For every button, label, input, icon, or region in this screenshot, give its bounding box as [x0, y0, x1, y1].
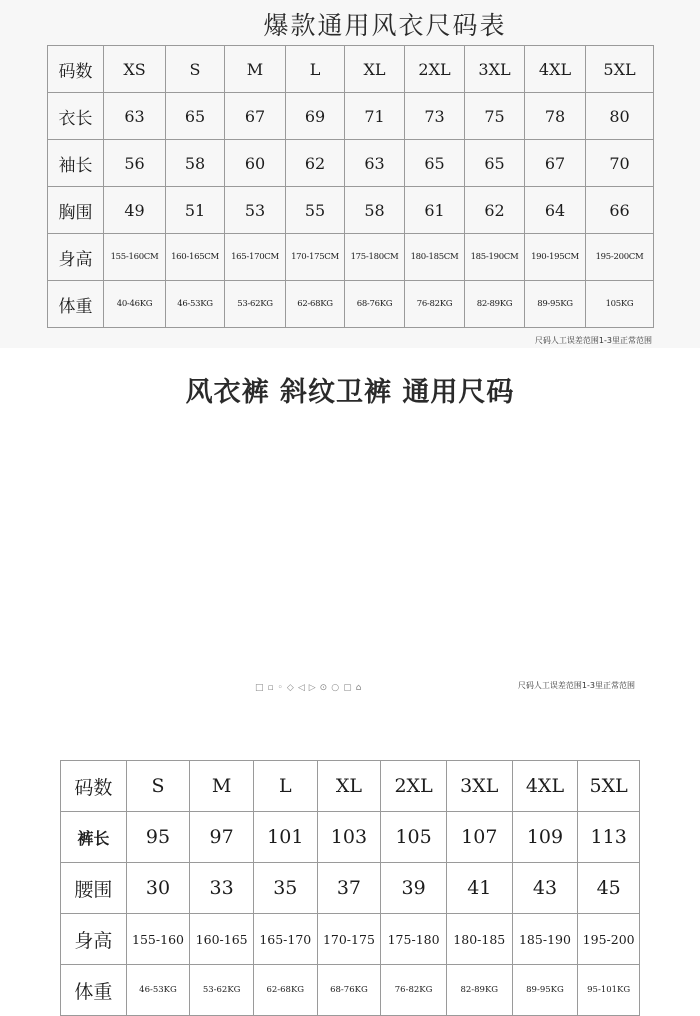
pants-size-note: 尺码人工误差范围1-3里正常范围	[517, 681, 635, 690]
table-cell: 89-95KG	[512, 965, 578, 1016]
size-cell: 4XL	[512, 761, 578, 812]
coat-row-length	[48, 93, 654, 140]
size-cell: XL	[345, 46, 405, 93]
table-cell: 69	[286, 93, 345, 140]
row-label: 衣长	[48, 93, 104, 140]
table-cell: 45	[578, 863, 640, 914]
table-cell: 66	[586, 187, 654, 234]
size-cell: M	[190, 761, 254, 812]
size-cell: 3XL	[465, 46, 525, 93]
row-label: 身高	[61, 914, 127, 965]
table-cell: 101	[253, 812, 317, 863]
table-cell: 70	[586, 140, 654, 187]
table-cell: 155-160CM	[104, 234, 166, 281]
table-cell: 165-170CM	[225, 234, 286, 281]
table-cell: 105	[381, 812, 447, 863]
table-cell: 60	[225, 140, 286, 187]
table-cell: 80	[586, 93, 654, 140]
table-cell: 68-76KG	[317, 965, 381, 1016]
table-cell: 195-200	[578, 914, 640, 965]
table-cell: 61	[405, 187, 465, 234]
pants-size-table	[60, 760, 640, 1016]
size-cell: XL	[317, 761, 381, 812]
size-cell: M	[225, 46, 286, 93]
table-cell: 62	[286, 140, 345, 187]
table-cell: 46-53KG	[126, 965, 190, 1016]
table-cell: 107	[446, 812, 512, 863]
size-cell: 2XL	[381, 761, 447, 812]
table-cell: 40-46KG	[104, 281, 166, 328]
table-cell: 105KG	[586, 281, 654, 328]
table-cell: 103	[317, 812, 381, 863]
table-cell: 65	[166, 93, 225, 140]
coat-size-title: 爆款通用风衣尺码表	[263, 11, 507, 40]
table-cell: 170-175	[317, 914, 381, 965]
coat-row-size	[48, 46, 654, 93]
table-cell: 33	[190, 863, 254, 914]
size-cell: 5XL	[586, 46, 654, 93]
size-cell: S	[126, 761, 190, 812]
row-label: 裤长	[61, 812, 127, 863]
table-cell: 37	[317, 863, 381, 914]
pants-size-title: 风衣裤 斜纹卫裤 通用尺码	[185, 377, 515, 408]
table-cell: 180-185CM	[405, 234, 465, 281]
table-cell: 30	[126, 863, 190, 914]
coat-row-chest	[48, 187, 654, 234]
pants-row-weight	[61, 965, 640, 1016]
row-label: 袖长	[48, 140, 104, 187]
table-cell: 71	[345, 93, 405, 140]
table-cell: 49	[104, 187, 166, 234]
size-cell: S	[166, 46, 225, 93]
table-cell: 65	[465, 140, 525, 187]
table-cell: 35	[253, 863, 317, 914]
row-label: 码数	[61, 761, 127, 812]
coat-row-sleeve	[48, 140, 654, 187]
table-cell: 155-160	[126, 914, 190, 965]
table-cell: 175-180CM	[345, 234, 405, 281]
table-cell: 89-95KG	[525, 281, 586, 328]
table-cell: 82-89KG	[446, 965, 512, 1016]
table-cell: 62-68KG	[286, 281, 345, 328]
table-cell: 95-101KG	[578, 965, 640, 1016]
size-cell: 3XL	[446, 761, 512, 812]
table-cell: 76-82KG	[405, 281, 465, 328]
table-cell: 165-170	[253, 914, 317, 965]
row-label: 身高	[48, 234, 104, 281]
table-cell: 53-62KG	[190, 965, 254, 1016]
coat-size-note: 尺码人工误差范围1-3里正常范围	[534, 336, 652, 345]
table-cell: 43	[512, 863, 578, 914]
table-cell: 58	[166, 140, 225, 187]
table-cell: 109	[512, 812, 578, 863]
row-label: 腰围	[61, 863, 127, 914]
row-label: 体重	[48, 281, 104, 328]
pants-row-length	[61, 812, 640, 863]
table-cell: 75	[465, 93, 525, 140]
table-cell: 190-195CM	[525, 234, 586, 281]
table-cell: 73	[405, 93, 465, 140]
table-cell: 63	[104, 93, 166, 140]
size-cell: L	[253, 761, 317, 812]
row-label: 胸围	[48, 187, 104, 234]
table-cell: 39	[381, 863, 447, 914]
pants-row-waist	[61, 863, 640, 914]
table-cell: 185-190	[512, 914, 578, 965]
coat-size-panel	[0, 0, 700, 348]
size-cell: 2XL	[405, 46, 465, 93]
size-cell: L	[286, 46, 345, 93]
table-cell: 46-53KG	[166, 281, 225, 328]
table-cell: 64	[525, 187, 586, 234]
size-cell: 5XL	[578, 761, 640, 812]
table-cell: 95	[126, 812, 190, 863]
table-cell: 65	[405, 140, 465, 187]
pants-row-height	[61, 914, 640, 965]
table-cell: 185-190CM	[465, 234, 525, 281]
row-label: 码数	[48, 46, 104, 93]
table-cell: 180-185	[446, 914, 512, 965]
row-label: 体重	[61, 965, 127, 1016]
table-cell: 67	[225, 93, 286, 140]
table-cell: 62-68KG	[253, 965, 317, 1016]
coat-row-weight	[48, 281, 654, 328]
table-cell: 63	[345, 140, 405, 187]
table-cell: 58	[345, 187, 405, 234]
table-cell: 113	[578, 812, 640, 863]
table-cell: 53-62KG	[225, 281, 286, 328]
pants-size-panel	[0, 352, 700, 1003]
table-cell: 68-76KG	[345, 281, 405, 328]
table-cell: 175-180	[381, 914, 447, 965]
table-cell: 51	[166, 187, 225, 234]
size-cell: XS	[104, 46, 166, 93]
coat-size-table	[47, 45, 654, 328]
table-cell: 170-175CM	[286, 234, 345, 281]
table-cell: 97	[190, 812, 254, 863]
table-cell: 67	[525, 140, 586, 187]
table-cell: 82-89KG	[465, 281, 525, 328]
table-cell: 62	[465, 187, 525, 234]
table-cell: 195-200CM	[586, 234, 654, 281]
size-cell: 4XL	[525, 46, 586, 93]
table-cell: 41	[446, 863, 512, 914]
table-cell: 160-165	[190, 914, 254, 965]
table-cell: 56	[104, 140, 166, 187]
table-cell: 160-165CM	[166, 234, 225, 281]
table-cell: 55	[286, 187, 345, 234]
image-toolbar-icons: □▫◦◇◁▷⊙○▢⌂	[255, 683, 366, 693]
coat-row-height	[48, 234, 654, 281]
table-cell: 53	[225, 187, 286, 234]
pants-row-size	[61, 761, 640, 812]
table-cell: 76-82KG	[381, 965, 447, 1016]
table-cell: 78	[525, 93, 586, 140]
